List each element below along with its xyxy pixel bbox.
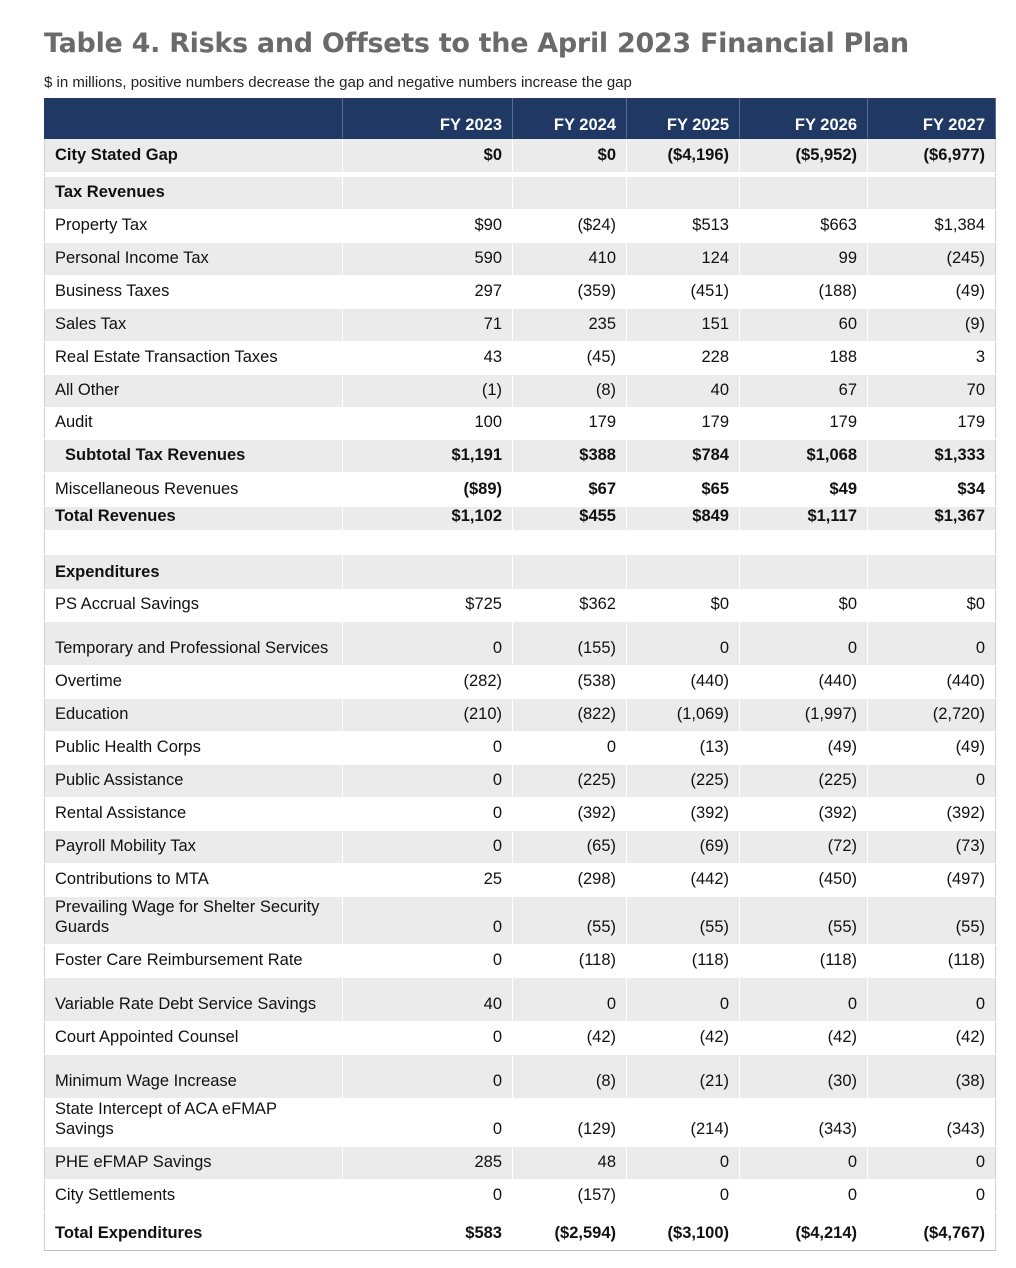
cell: 0 [343, 1055, 513, 1099]
cell: 410 [513, 243, 627, 276]
cell: (1,997) [740, 699, 868, 732]
cell: (38) [868, 1055, 996, 1099]
cell: (343) [868, 1099, 996, 1147]
cell: $1,068 [740, 440, 868, 473]
row-label: State Intercept of ACA eFMAP Savings [45, 1099, 343, 1147]
cell: 0 [343, 622, 513, 666]
cell: $1,333 [868, 440, 996, 473]
cell: $0 [868, 590, 996, 622]
cell: 0 [740, 1147, 868, 1180]
cell: (245) [868, 243, 996, 276]
cell: (440) [868, 666, 996, 699]
cell: 0 [343, 732, 513, 765]
row-label: PS Accrual Savings [45, 590, 343, 622]
cell: 0 [343, 1022, 513, 1055]
cell: (188) [740, 276, 868, 309]
cell: (45) [513, 342, 627, 375]
cell: (225) [740, 765, 868, 798]
cell: ($3,100) [627, 1213, 740, 1251]
spacer-row [45, 531, 996, 555]
cell: 0 [868, 1147, 996, 1180]
header-row [45, 99, 996, 139]
table-row [45, 473, 996, 507]
subtotal-row [45, 440, 996, 473]
cell: 0 [343, 831, 513, 864]
table-subtitle: $ in millions, positive numbers decrease the gap and negative numbers increase the gap [44, 74, 632, 91]
cell: 179 [868, 408, 996, 440]
risks-offsets-table [44, 98, 996, 1251]
cell: (822) [513, 699, 627, 732]
cell: 179 [513, 408, 627, 440]
cell: ($24) [513, 210, 627, 243]
cell: (451) [627, 276, 740, 309]
cell: (8) [513, 375, 627, 408]
header-blank [45, 99, 343, 139]
row-label: Foster Care Reimbursement Rate [45, 945, 343, 978]
cell: 60 [740, 309, 868, 342]
table-row [45, 699, 996, 732]
cell: (42) [740, 1022, 868, 1055]
cell: (49) [868, 732, 996, 765]
row-label: Real Estate Transaction Taxes [45, 342, 343, 375]
cell: (42) [513, 1022, 627, 1055]
cell: $0 [740, 590, 868, 622]
row-label: Payroll Mobility Tax [45, 831, 343, 864]
cell: 235 [513, 309, 627, 342]
column-header: FY 2024 [513, 99, 627, 139]
cell: (392) [627, 798, 740, 831]
cell: (9) [868, 309, 996, 342]
table-row [45, 210, 996, 243]
row-label: City Stated Gap [45, 139, 343, 173]
row-label: Temporary and Professional Services [45, 622, 343, 666]
cell: (42) [868, 1022, 996, 1055]
total-row [45, 1213, 996, 1251]
cell: (1,069) [627, 699, 740, 732]
cell: (155) [513, 622, 627, 666]
cell: $388 [513, 440, 627, 473]
table-row [45, 1022, 996, 1055]
row-label: PHE eFMAP Savings [45, 1147, 343, 1180]
cell: 3 [868, 342, 996, 375]
cell: $65 [627, 473, 740, 507]
cell: 71 [343, 309, 513, 342]
cell: (282) [343, 666, 513, 699]
row-label: Property Tax [45, 210, 343, 243]
cell: 0 [343, 798, 513, 831]
row-label: Public Assistance [45, 765, 343, 798]
table-row [45, 798, 996, 831]
table-title: Table 4. Risks and Offsets to the April 2023 Financial Plan [44, 28, 909, 59]
total-row [45, 507, 996, 531]
cell: 0 [868, 622, 996, 666]
cell: $513 [627, 210, 740, 243]
column-header: FY 2023 [343, 99, 513, 139]
section-heading-row [45, 555, 996, 590]
cell: 25 [343, 864, 513, 897]
table-row [45, 408, 996, 440]
cell: $1,384 [868, 210, 996, 243]
cell: $725 [343, 590, 513, 622]
table-row [45, 590, 996, 622]
cell: (440) [740, 666, 868, 699]
table-row [45, 1147, 996, 1180]
table-row [45, 276, 996, 309]
cell: $0 [343, 139, 513, 173]
section-heading: Expenditures [45, 555, 343, 590]
cell: 0 [343, 1099, 513, 1147]
cell: ($6,977) [868, 139, 996, 173]
table-row [45, 978, 996, 1022]
cell: (359) [513, 276, 627, 309]
cell: (55) [513, 897, 627, 945]
table-row [45, 1055, 996, 1099]
column-header: FY 2026 [740, 99, 868, 139]
cell: (49) [740, 732, 868, 765]
cell: (55) [868, 897, 996, 945]
cell: $67 [513, 473, 627, 507]
row-label: Public Health Corps [45, 732, 343, 765]
cell: 40 [627, 375, 740, 408]
cell: 0 [513, 978, 627, 1022]
cell: 590 [343, 243, 513, 276]
cell: 43 [343, 342, 513, 375]
cell: (13) [627, 732, 740, 765]
section-heading-row [45, 177, 996, 210]
cell: $0 [513, 139, 627, 173]
cell: (225) [513, 765, 627, 798]
table-row [45, 622, 996, 666]
row-label: Overtime [45, 666, 343, 699]
row-label: Court Appointed Counsel [45, 1022, 343, 1055]
row-label: Subtotal Tax Revenues [45, 440, 343, 473]
cell: 48 [513, 1147, 627, 1180]
cell: ($89) [343, 473, 513, 507]
cell: (118) [627, 945, 740, 978]
cell: 40 [343, 978, 513, 1022]
cell: (442) [627, 864, 740, 897]
cell: (72) [740, 831, 868, 864]
cell: (157) [513, 1180, 627, 1213]
row-label: Prevailing Wage for Shelter Security Guards [45, 897, 343, 945]
cell: 0 [868, 1180, 996, 1213]
row-label: Sales Tax [45, 309, 343, 342]
cell: 0 [343, 945, 513, 978]
row-label: Minimum Wage Increase [45, 1055, 343, 1099]
cell: (440) [627, 666, 740, 699]
cell: 0 [343, 765, 513, 798]
cell: $362 [513, 590, 627, 622]
cell: 0 [740, 1180, 868, 1213]
row-label: Contributions to MTA [45, 864, 343, 897]
row-label: Rental Assistance [45, 798, 343, 831]
cell: $49 [740, 473, 868, 507]
cell: (118) [740, 945, 868, 978]
cell: (69) [627, 831, 740, 864]
cell: ($5,952) [740, 139, 868, 173]
cell: (214) [627, 1099, 740, 1147]
cell: $849 [627, 507, 740, 531]
section-heading: Tax Revenues [45, 177, 343, 210]
cell: 151 [627, 309, 740, 342]
cell: $0 [627, 590, 740, 622]
cell: (298) [513, 864, 627, 897]
cell: (343) [740, 1099, 868, 1147]
table-row [45, 309, 996, 342]
table-row [45, 945, 996, 978]
cell: (392) [740, 798, 868, 831]
cell: (30) [740, 1055, 868, 1099]
cell: 0 [343, 897, 513, 945]
cell: (392) [513, 798, 627, 831]
table-row [45, 666, 996, 699]
table-row [45, 831, 996, 864]
row-label: Total Expenditures [45, 1213, 343, 1251]
table-row [45, 897, 996, 945]
cell: $1,367 [868, 507, 996, 531]
row-label: City Settlements [45, 1180, 343, 1213]
table-row [45, 342, 996, 375]
cell: 0 [627, 622, 740, 666]
cell: (73) [868, 831, 996, 864]
cell: $583 [343, 1213, 513, 1251]
cell: 188 [740, 342, 868, 375]
cell: (392) [868, 798, 996, 831]
row-label: Audit [45, 408, 343, 440]
table-row [45, 1099, 996, 1147]
cell: (55) [740, 897, 868, 945]
cell: (49) [868, 276, 996, 309]
cell: 67 [740, 375, 868, 408]
cell: 100 [343, 408, 513, 440]
table-row [45, 375, 996, 408]
table-row [45, 139, 996, 173]
cell: 0 [627, 978, 740, 1022]
cell: 0 [740, 978, 868, 1022]
cell: 0 [513, 732, 627, 765]
cell: 0 [868, 765, 996, 798]
cell: (497) [868, 864, 996, 897]
cell: (118) [513, 945, 627, 978]
cell: 124 [627, 243, 740, 276]
cell: (8) [513, 1055, 627, 1099]
table-row [45, 1180, 996, 1213]
cell: (21) [627, 1055, 740, 1099]
cell: ($2,594) [513, 1213, 627, 1251]
cell: 0 [868, 978, 996, 1022]
cell: 285 [343, 1147, 513, 1180]
cell: 228 [627, 342, 740, 375]
cell: ($4,196) [627, 139, 740, 173]
cell: $784 [627, 440, 740, 473]
cell: $34 [868, 473, 996, 507]
cell: (42) [627, 1022, 740, 1055]
column-header: FY 2027 [868, 99, 996, 139]
cell: 179 [740, 408, 868, 440]
cell: 70 [868, 375, 996, 408]
column-header: FY 2025 [627, 99, 740, 139]
cell: 297 [343, 276, 513, 309]
row-label: Total Revenues [45, 507, 343, 531]
row-label: Education [45, 699, 343, 732]
row-label: Business Taxes [45, 276, 343, 309]
cell: $1,191 [343, 440, 513, 473]
cell: (450) [740, 864, 868, 897]
row-label: Variable Rate Debt Service Savings [45, 978, 343, 1022]
cell: (118) [868, 945, 996, 978]
cell: (1) [343, 375, 513, 408]
table-row [45, 765, 996, 798]
row-label: All Other [45, 375, 343, 408]
row-label: Personal Income Tax [45, 243, 343, 276]
cell: 99 [740, 243, 868, 276]
cell: $90 [343, 210, 513, 243]
cell: (2,720) [868, 699, 996, 732]
cell: (538) [513, 666, 627, 699]
cell: (65) [513, 831, 627, 864]
table-row [45, 243, 996, 276]
table-row [45, 864, 996, 897]
cell: 0 [740, 622, 868, 666]
cell: (129) [513, 1099, 627, 1147]
table-row [45, 732, 996, 765]
row-label: Miscellaneous Revenues [45, 473, 343, 507]
cell: $455 [513, 507, 627, 531]
cell: 0 [627, 1180, 740, 1213]
cell: $1,102 [343, 507, 513, 531]
cell: (225) [627, 765, 740, 798]
cell: 179 [627, 408, 740, 440]
cell: (210) [343, 699, 513, 732]
cell: (55) [627, 897, 740, 945]
cell: $663 [740, 210, 868, 243]
cell: ($4,767) [868, 1213, 996, 1251]
cell: 0 [627, 1147, 740, 1180]
cell: $1,117 [740, 507, 868, 531]
cell: 0 [343, 1180, 513, 1213]
cell: ($4,214) [740, 1213, 868, 1251]
